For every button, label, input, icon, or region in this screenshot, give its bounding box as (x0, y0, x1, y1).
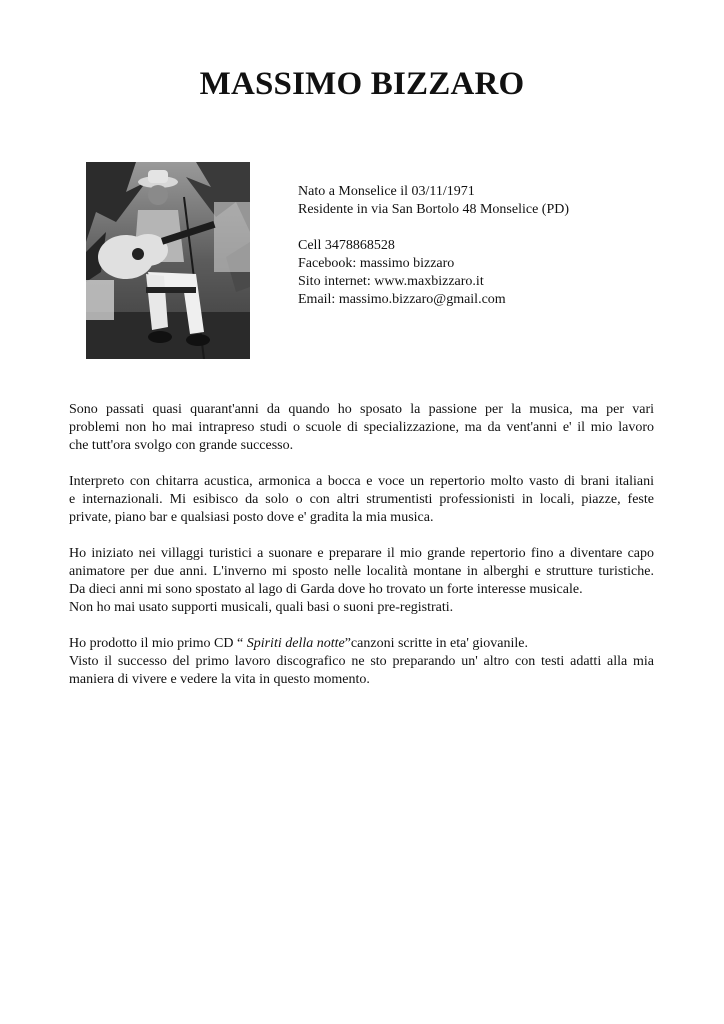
website-info: Sito internet: www.maxbizzaro.it (298, 274, 484, 289)
bio-line: problemi non ho mai intrapreso studi o scuole di specializzazione, ma da vent'anni e' il mio lavoro (69, 420, 654, 435)
bio-line: Interpreto con chitarra acustica, armonica a bocca e voce un repertorio molto vasto di brani italiani (69, 474, 654, 489)
facebook-info: Facebook: massimo bizzaro (298, 256, 455, 271)
guitarist-photo-illustration (86, 162, 250, 359)
bio-line: maniera di vivere e vedere la vita in questo momento. (69, 672, 370, 687)
page-title: MASSIMO BIZZARO (199, 66, 525, 102)
birth-info: Nato a Monselice il 03/11/1971 (298, 184, 475, 199)
bio-line: Non ho mai usato supporti musicali, quali basi o suoni pre-registrati. (69, 600, 454, 615)
biography (69, 401, 654, 707)
cell-phone: Cell 3478868528 (298, 238, 395, 253)
bio-paragraph-4 (69, 635, 654, 689)
bio-line-cd (69, 635, 654, 653)
cd-intro: Ho prodotto il mio primo CD “ (69, 636, 247, 651)
contact-info (298, 183, 678, 309)
cd-description: ”canzoni scritte in eta' giovanile. (344, 636, 528, 651)
bio-line: animatore per due anni. L'inverno mi sposto nelle località montane in alberghi e strutture turistiche. (69, 564, 654, 579)
bio-line: Da dieci anni mi sono spostato al lago di Garda dove ho trovato un forte interesse musicale. (69, 582, 583, 597)
portrait-photo (86, 162, 250, 359)
email-info: Email: massimo.bizzaro@gmail.com (298, 292, 506, 307)
bio-line: Sono passati quasi quarant'anni da quando ho sposato la passione per la musica, ma per vari (69, 402, 654, 417)
bio-paragraph-1 (69, 401, 654, 455)
bio-line: Ho iniziato nei villaggi turistici a suonare e preparare il mio grande repertorio fino a diventare capo (69, 546, 654, 561)
bio-line: e internazionali. Mi esibisco da solo o con altri strumentisti professionisti in locali, piazze, feste (69, 492, 654, 507)
residence-info: Residente in via San Bortolo 48 Monselice (PD) (298, 202, 570, 217)
bio-paragraph-2 (69, 473, 654, 527)
bio-paragraph-3 (69, 545, 654, 617)
bio-line: che tutt'ora svolgo con grande successo. (69, 438, 294, 453)
cd-title: Spiriti della notte (246, 636, 345, 651)
bio-line: private, piano bar e qualsiasi posto dove e' gradita la mia musica. (69, 510, 434, 525)
bio-line: Visto il successo del primo lavoro discografico ne sto preparando un' altro con testi adatti alla mia (69, 654, 654, 669)
